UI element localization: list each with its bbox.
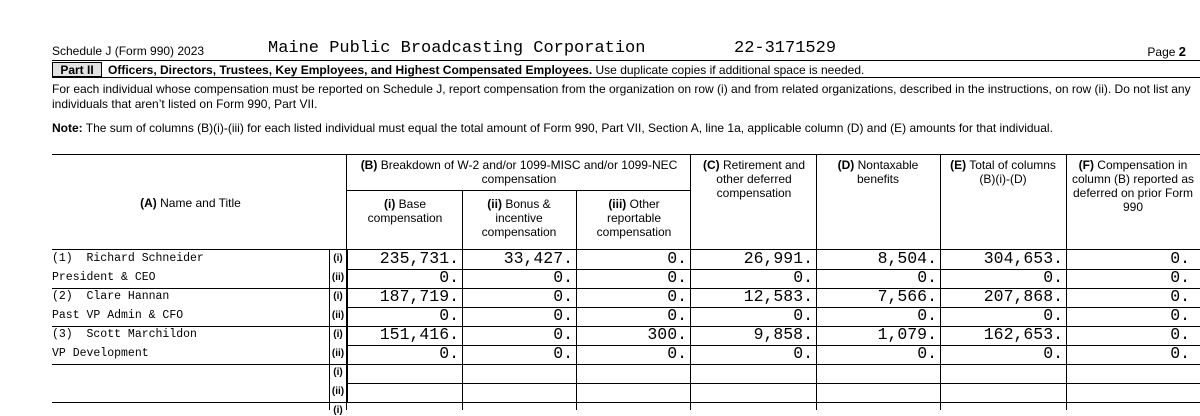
- col-header-a: [52, 196, 329, 210]
- col-a-text: Name and Title: [160, 196, 241, 210]
- amount-cell: 0.: [917, 268, 937, 287]
- amount-cell: 0.: [1043, 344, 1063, 363]
- amount-cell: 12,583.: [743, 287, 813, 306]
- amount-cell: 0.: [1170, 287, 1190, 306]
- row-label-ii: (ii): [331, 348, 345, 359]
- amount-cell: 7,566.: [877, 287, 937, 306]
- part-note: Use duplicate copies if additional space is needed.: [595, 63, 865, 77]
- rowlabel-line-right: [347, 364, 348, 383]
- amount-cell: 0.: [1170, 344, 1190, 363]
- amount-cell: 0.: [1170, 268, 1190, 287]
- instructions: For each individual whose compensation must be reported on Schedule J, report compensation from the organization on row (i) and from related organizations, described in the instructions, on row (ii). Do not list any individuals that aren’t listed on Form 990, Part VII.: [52, 82, 1191, 111]
- col-d-text: Nontaxable benefits: [856, 158, 919, 186]
- person-name: (2) Clare Hannan: [52, 290, 170, 303]
- amount-cell: 0.: [1170, 249, 1190, 268]
- person-name: (1) Richard Schneider: [52, 252, 204, 265]
- rowlabel-line-right: [347, 307, 348, 326]
- col-header-bii: [466, 197, 572, 239]
- amount-cell: 0.: [667, 268, 687, 287]
- row-rule: [52, 402, 1200, 403]
- person-title: President & CEO: [52, 271, 156, 284]
- header-rule: [52, 60, 1200, 61]
- amount-cell: 0.: [1170, 306, 1190, 325]
- amount-cell: 0.: [439, 268, 459, 287]
- col-header-bi: [352, 197, 458, 225]
- row-label-i: (i): [333, 405, 343, 416]
- rowlabel-line-right: [347, 326, 348, 345]
- amount-cell: 0.: [553, 306, 573, 325]
- amount-cell: 0.: [667, 306, 687, 325]
- part-rule: [52, 77, 1200, 78]
- col-f-bold: (F): [1078, 158, 1094, 172]
- col-bi-text: Base compensation: [367, 197, 443, 225]
- amount-cell: 300.: [647, 325, 687, 344]
- col-header-b: [348, 158, 690, 186]
- row-label-ii: (ii): [331, 310, 345, 321]
- amount-cell: 0.: [1170, 325, 1190, 344]
- row-label-i: (i): [333, 367, 343, 378]
- amount-cell: 151,416.: [379, 325, 459, 344]
- col-biii-text: Other reportable compensation: [596, 197, 672, 239]
- page-num: 2: [1178, 44, 1186, 59]
- amount-cell: 0.: [439, 344, 459, 363]
- ein: 22-3171529: [734, 39, 837, 58]
- row-rule: [346, 269, 1200, 270]
- rowlabel-line-right: [347, 383, 348, 402]
- row-rule: [346, 345, 1200, 346]
- row-label-i: (i): [333, 253, 343, 264]
- amount-cell: 0.: [793, 306, 813, 325]
- amount-cell: 0.: [793, 268, 813, 287]
- amount-cell: 304,653.: [983, 249, 1063, 268]
- amount-cell: 0.: [917, 306, 937, 325]
- note-label: Note:: [52, 121, 83, 135]
- amount-cell: 26,991.: [743, 249, 813, 268]
- form-id: Schedule J (Form 990) 2023: [52, 44, 205, 58]
- person-name: (3) Scott Marchildon: [52, 328, 197, 341]
- amount-cell: 0.: [553, 325, 573, 344]
- amount-cell: 33,427.: [503, 249, 573, 268]
- col-line-f: [1066, 155, 1067, 410]
- amount-cell: 0.: [553, 344, 573, 363]
- row-rule: [346, 383, 1200, 384]
- amount-cell: 0.: [1043, 268, 1063, 287]
- table-top-rule: [52, 154, 1200, 155]
- col-line-c: [690, 155, 691, 410]
- amount-cell: 8,504.: [877, 249, 937, 268]
- amount-cell: 0.: [667, 344, 687, 363]
- row-label-ii: (ii): [331, 272, 345, 283]
- note-text: The sum of columns (B)(i)-(iii) for each listed individual must equal the total amount of Form 990, Part VII, Section A, line 1a, applicable column (D) and (E) amounts for that individual.: [85, 121, 1053, 135]
- amount-cell: 187,719.: [379, 287, 459, 306]
- amount-cell: 0.: [667, 249, 687, 268]
- b-subheader-rule: [346, 190, 690, 191]
- row-rule: [346, 307, 1200, 308]
- rowlabel-line-right: [347, 250, 348, 269]
- person-title: Past VP Admin & CFO: [52, 309, 184, 322]
- amount-cell: 0.: [1043, 306, 1063, 325]
- row-rule: [52, 364, 1200, 365]
- rowlabel-line-right: [347, 345, 348, 364]
- amount-cell: 0.: [667, 287, 687, 306]
- amount-cell: 162,653.: [983, 325, 1063, 344]
- col-line-biii: [576, 190, 577, 410]
- amount-cell: 0.: [553, 268, 573, 287]
- col-e-text: Total of columns (B)(i)-(D): [969, 158, 1056, 186]
- row-label-i: (i): [333, 291, 343, 302]
- amount-cell: 207,868.: [983, 287, 1063, 306]
- col-bii-text: Bonus & incentive compensation: [481, 197, 557, 239]
- amount-cell: 235,731.: [379, 249, 459, 268]
- col-f-text: Compensation in column (B) reported as deferred on prior Form 990: [1071, 158, 1195, 214]
- col-bi-bold: (i): [383, 197, 396, 211]
- amount-cell: 0.: [553, 287, 573, 306]
- amount-cell: 1,079.: [877, 325, 937, 344]
- col-line-bii: [462, 190, 463, 410]
- col-bii-bold: (ii): [487, 197, 502, 211]
- part-title: [108, 63, 864, 77]
- col-header-biii: [584, 197, 684, 239]
- page-number: [1147, 44, 1186, 59]
- col-d-bold: (D): [837, 158, 855, 172]
- rowlabel-line-right: [347, 269, 348, 288]
- col-e-bold: (E): [950, 158, 967, 172]
- col-header-c: [694, 158, 814, 200]
- part-title-bold: Officers, Directors, Trustees, Key Employees, and Highest Compensated Employees.: [108, 63, 593, 77]
- col-b-text: Breakdown of W-2 and/or 1099-MISC and/or 1099-NEC compensation: [380, 158, 678, 186]
- rowlabel-line-right: [347, 288, 348, 307]
- part-label: Part II: [52, 62, 102, 77]
- col-a-bold: (A): [140, 196, 157, 210]
- row-label-i: (i): [333, 329, 343, 340]
- person-title: VP Development: [52, 347, 149, 360]
- col-header-d: [820, 158, 936, 186]
- note: [52, 121, 1197, 136]
- col-line-d: [816, 155, 817, 410]
- amount-cell: 0.: [439, 306, 459, 325]
- col-header-f: [1070, 158, 1196, 214]
- col-line-e: [940, 155, 941, 410]
- col-b-bold: (B): [360, 158, 378, 172]
- page-label: Page: [1147, 45, 1176, 59]
- amount-cell: 0.: [917, 344, 937, 363]
- col-header-e: [942, 158, 1064, 186]
- col-c-text: Retirement and other deferred compensation: [716, 158, 806, 200]
- col-c-bold: (C): [702, 158, 720, 172]
- col-biii-bold: (iii): [608, 197, 627, 211]
- organization-name: Maine Public Broadcasting Corporation: [268, 39, 646, 58]
- row-label-ii: (ii): [331, 386, 345, 397]
- amount-cell: 0.: [793, 344, 813, 363]
- amount-cell: 9,858.: [753, 325, 813, 344]
